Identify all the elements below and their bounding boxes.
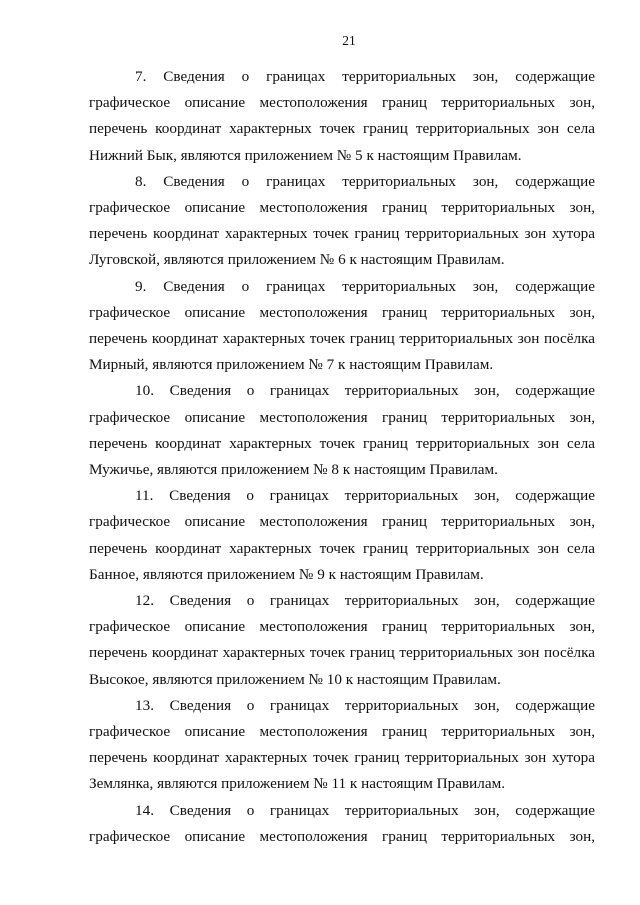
paragraph-text: 10. Сведения о границах территориальных зон, содержащие графическое описание местоположения границ территориальных зон, перечень координат характерных точек границ территориальных зон села Мужичье, являются приложением № 8 к настоящим Правилам. (89, 382, 595, 479)
paragraph-10 (89, 378, 595, 483)
paragraph-14 (89, 798, 595, 850)
paragraph-8 (89, 169, 595, 274)
paragraph-11 (89, 483, 595, 588)
page-number: 21 (342, 33, 356, 48)
paragraph-text: 8. Сведения о границах территориальных зон, содержащие графическое описание местоположения границ территориальных зон, перечень координат характерных точек границ территориальных зон хутора Луговской, являются приложением № 6 к настоящим Правилам. (89, 172, 595, 269)
paragraph-7 (89, 64, 595, 169)
paragraph-text: 12. Сведения о границах территориальных зон, содержащие графическое описание местоположения границ территориальных зон, перечень координат характерных точек границ территориальных зон посёлка Высокое, являются приложением № 10 к настоящим Правилам. (89, 592, 595, 688)
paragraph-text: 9. Сведения о границах территориальных зон, содержащие графическое описание местоположения границ территориальных зон, перечень координат характерных точек границ территориальных зон посёлка Мирный, являются приложением № 7 к настоящим Правилам. (89, 277, 595, 374)
paragraph-12 (89, 588, 595, 693)
paragraph-13 (89, 693, 595, 798)
paragraph-text: 14. Сведения о границах территориальных зон, содержащие графическое описание местоположения границ территориальных зон, (89, 801, 595, 845)
paragraph-text: 7. Сведения о границах территориальных зон, содержащие графическое описание местоположения границ территориальных зон, перечень координат характерных точек границ территориальных зон села Нижний Бык, являются приложением № 5 к настоящим Правилам. (89, 68, 595, 164)
paragraph-9 (89, 274, 595, 379)
paragraph-text: 13. Сведения о границах территориальных зон, содержащие графическое описание местоположения границ территориальных зон, перечень координат характерных точек границ территориальных зон хутора Землянка, являются приложением № 11 к настоящим Правилам. (89, 696, 595, 793)
paragraph-text: 11. Сведения о границах территориальных зон, содержащие графическое описание местоположения границ территориальных зон, перечень координат характерных точек границ территориальных зон села Банное, являются приложением № 9 к настоящим Правилам. (89, 487, 595, 583)
